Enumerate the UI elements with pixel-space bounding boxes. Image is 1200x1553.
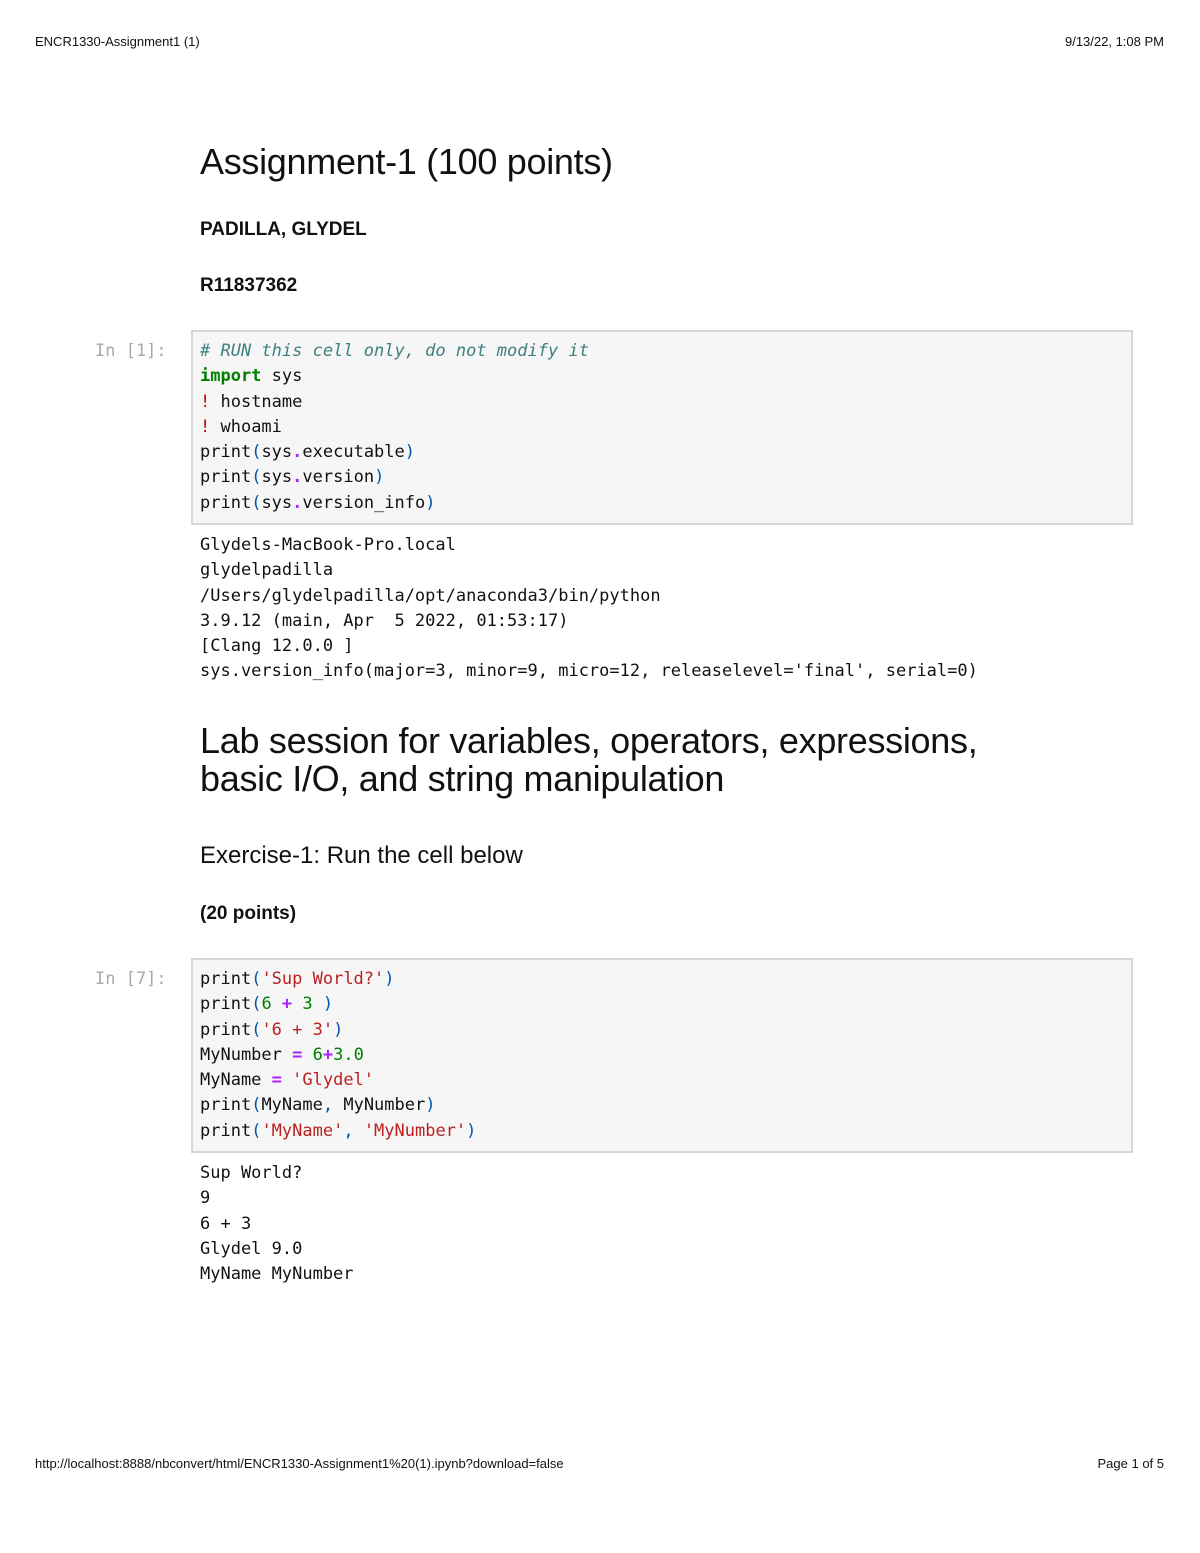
code-line: # RUN this cell only, do not modify it: [200, 341, 589, 361]
section-heading-line-2: basic I/O, and string manipulation: [200, 758, 725, 799]
code-line: print(sys.version): [200, 467, 385, 488]
cell-2-prompt: In [7]:: [95, 969, 167, 989]
code-line: print(6 + 3 ): [200, 994, 334, 1015]
code-cell-1[interactable]: [191, 330, 1133, 525]
output-line: /Users/glydelpadilla/opt/anaconda3/bin/python: [200, 585, 661, 606]
exercise-points-block: [200, 903, 1130, 925]
output-line: Sup World?: [200, 1163, 303, 1183]
print-header-title: ENCR1330-Assignment1 (1): [35, 34, 200, 49]
output-line: Glydels-MacBook-Pro.local: [200, 535, 456, 555]
code-line: print('6 + 3'): [200, 1019, 344, 1040]
output-line: 6 + 3: [200, 1213, 252, 1234]
code-line: print(sys.executable): [200, 442, 416, 463]
exercise-heading: Exercise-1: Run the cell below: [200, 842, 523, 869]
code-line: MyName = 'Glydel': [200, 1070, 375, 1091]
code-line: ! whoami: [200, 416, 282, 437]
code-line: ! hostname: [200, 391, 303, 412]
cell-1-output: [200, 533, 1140, 685]
title-block: [200, 142, 1130, 182]
exercise-points: (20 points): [200, 903, 297, 924]
code-line: print('Sup World?'): [200, 969, 395, 989]
page-title: Assignment-1 (100 points): [200, 141, 613, 182]
output-line: 9: [200, 1188, 211, 1209]
output-line: Glydel 9.0: [200, 1238, 303, 1259]
output-line: sys.version_info(major=3, minor=9, micro=12, releaselevel='final', serial=0): [200, 661, 978, 682]
code-line: print(sys.version_info): [200, 492, 436, 513]
code-cell-2[interactable]: [191, 958, 1133, 1153]
student-name: PADILLA, GLYDEL: [200, 219, 367, 240]
cell-2-output: [200, 1161, 1140, 1287]
student-id: R11837362: [200, 275, 298, 296]
name-block: [200, 219, 1130, 241]
code-line: print('MyName', 'MyNumber'): [200, 1120, 477, 1141]
code-line: MyNumber = 6+3.0: [200, 1044, 364, 1065]
cell-1-prompt: In [1]:: [95, 341, 167, 361]
output-line: [Clang 12.0.0 ]: [200, 636, 354, 657]
exercise-heading-block: [200, 842, 1130, 870]
code-line: print(MyName, MyNumber): [200, 1095, 436, 1116]
print-footer-page-number: Page 1 of 5: [1097, 1456, 1164, 1471]
print-footer-url: http://localhost:8888/nbconvert/html/ENCR1330-Assignment1%20(1).ipynb?download=false: [35, 1456, 564, 1471]
section-heading: [200, 722, 1130, 798]
section-heading-block: [200, 722, 1130, 798]
print-header-datetime: 9/13/22, 1:08 PM: [1064, 34, 1164, 49]
id-block: [200, 275, 1130, 297]
output-line: MyName MyNumber: [200, 1264, 354, 1285]
code-line: import sys: [200, 366, 303, 387]
section-heading-line-1: Lab session for variables, operators, expressions,: [200, 720, 978, 761]
output-line: glydelpadilla: [200, 560, 334, 581]
output-line: 3.9.12 (main, Apr 5 2022, 01:53:17): [200, 610, 569, 631]
